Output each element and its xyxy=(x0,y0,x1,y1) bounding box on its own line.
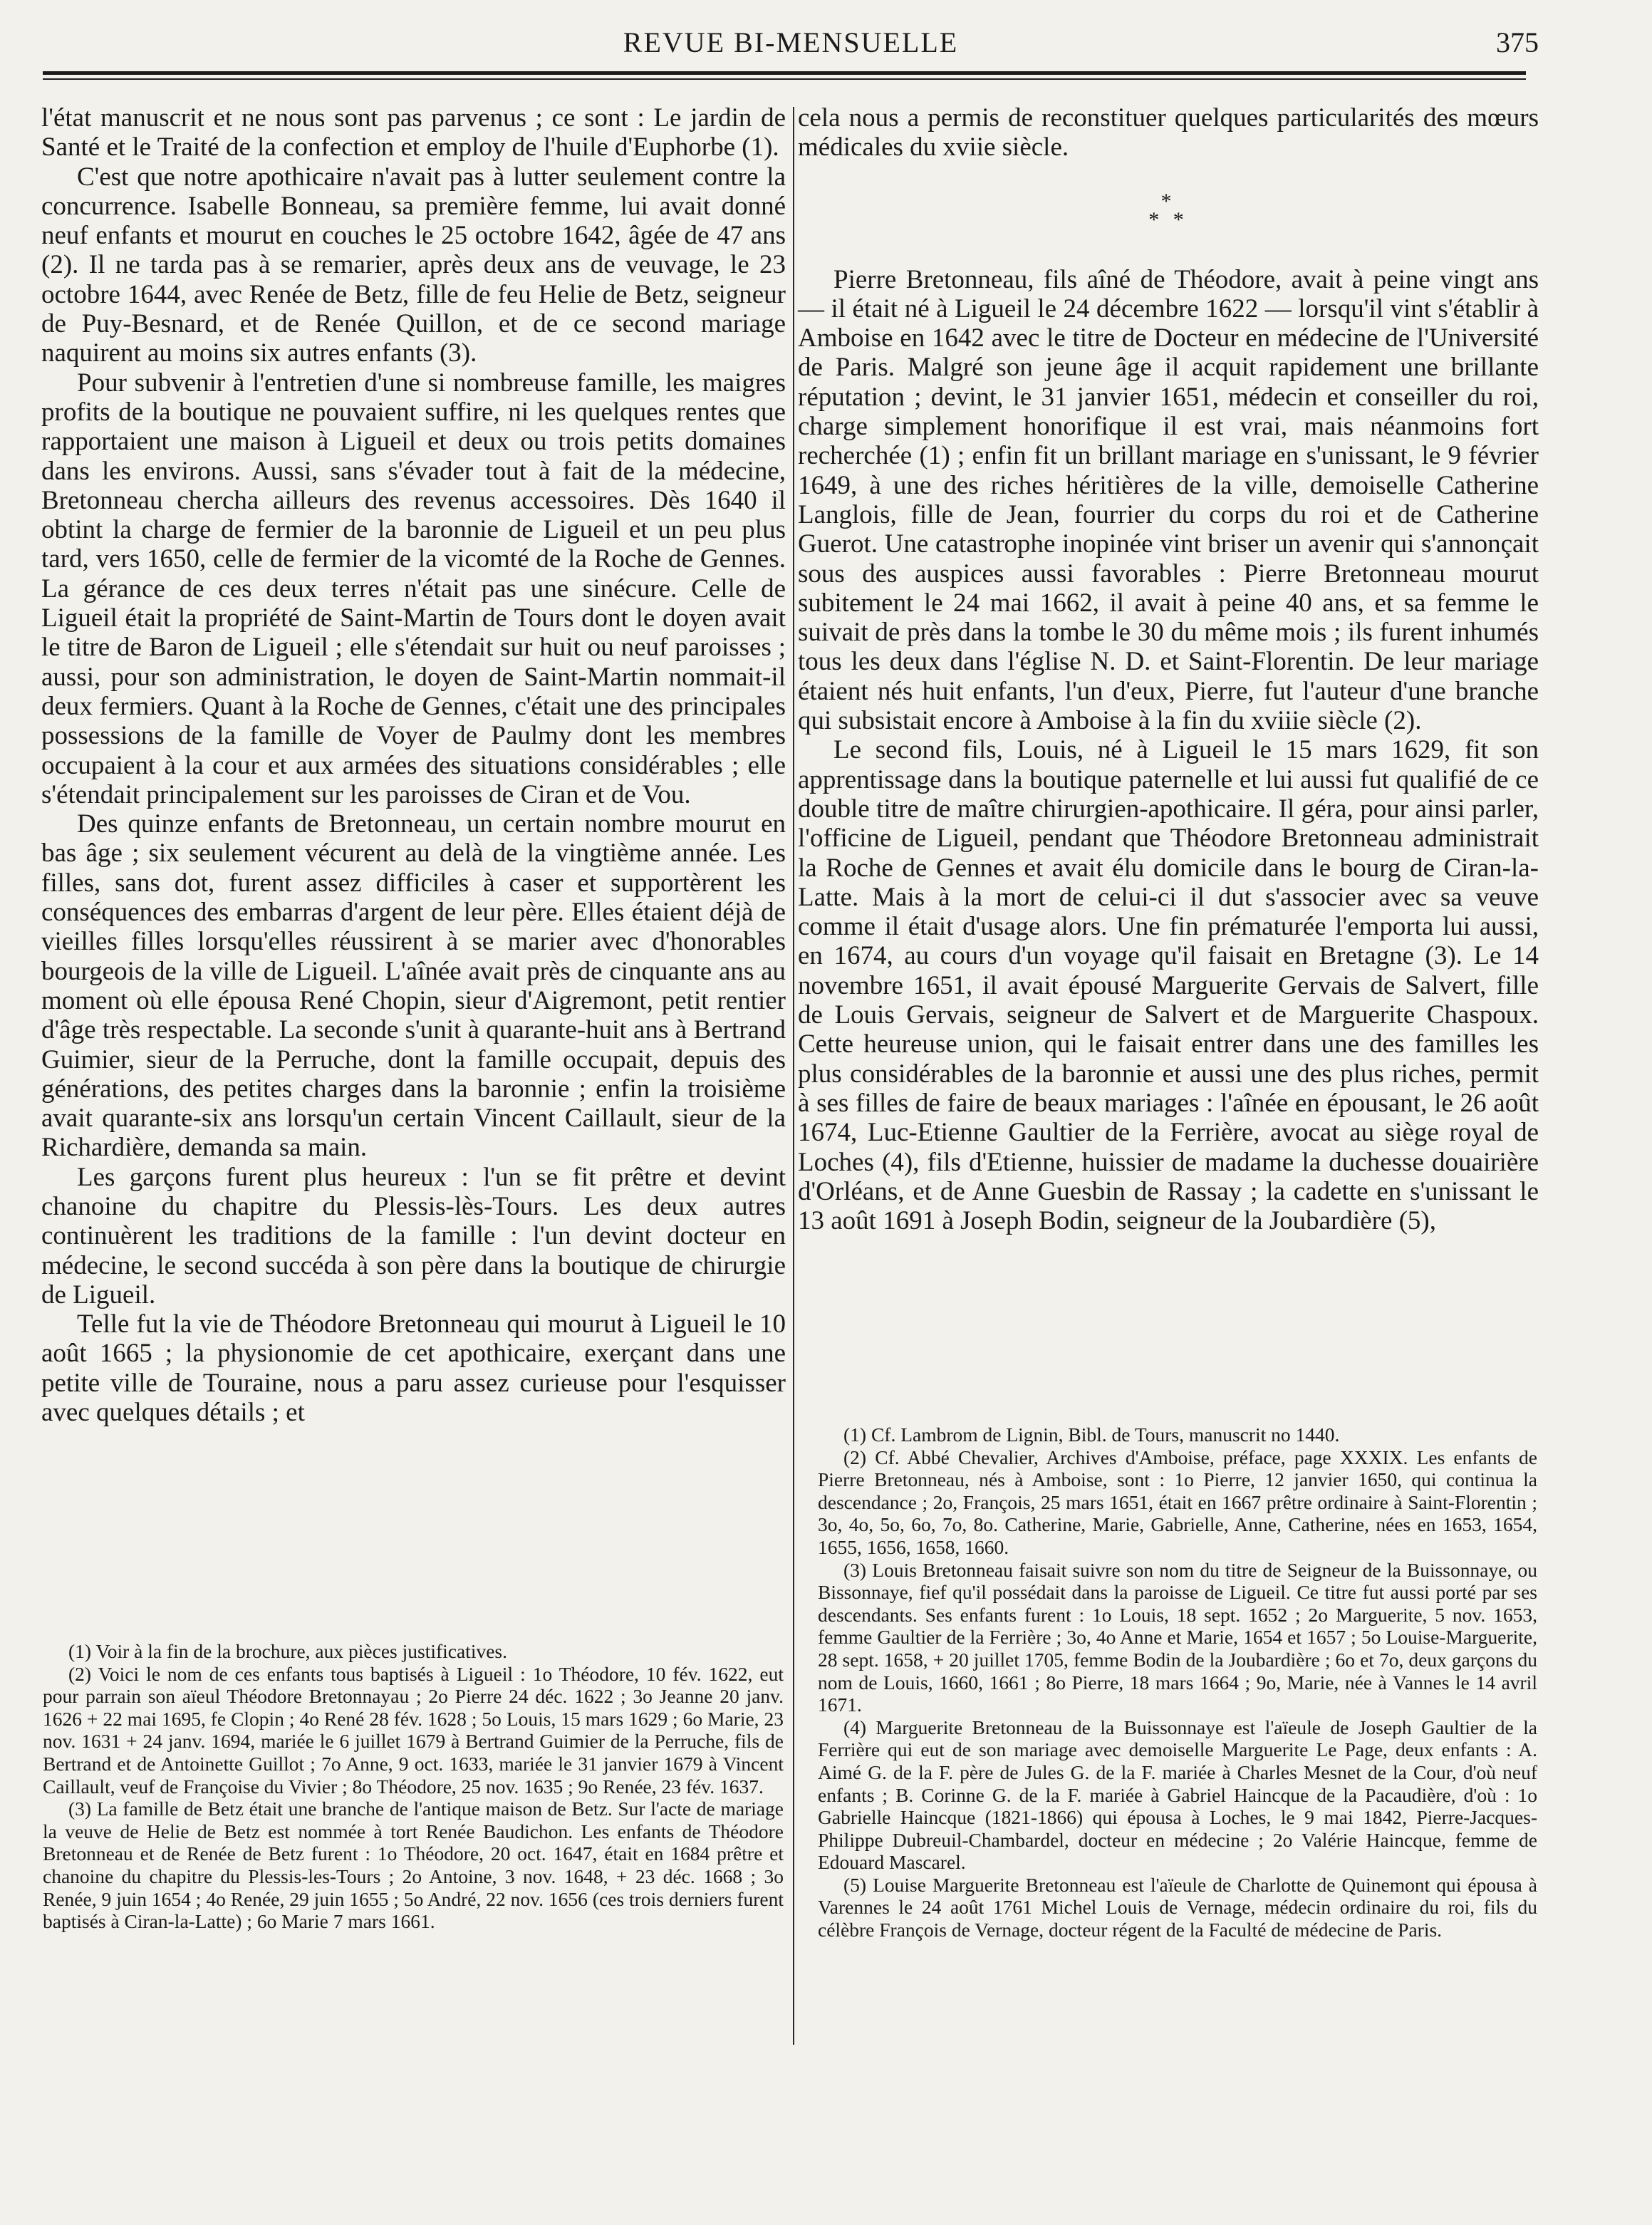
running-title: REVUE BI-MENSUELLE xyxy=(623,26,959,58)
footnote: (1) Voir à la fin de la brochure, aux pièces justificatives. xyxy=(68,1640,507,1662)
paragraph: Le second fils, Louis, né à Ligueil le 15 mars 1629, fit son apprentissage dans la boutique paternelle et lui aussi fut qualifié de ce double titre de maître chirurgien-apothicaire. Il géra, pour ainsi parler, l'officine de Ligueil, pendant que Théodore Bretonneau administrait la Roche de Gennes et avait élu domicile dans le bourg de Ciran-la-Latte. Mais à la mort de celui-ci il dut s'associer avec sa veuve comme il était d'usage alors. Une fin prématurée l'emporta lui aussi, en 1674, au cours d'un voyage qu'il faisait en Bretagne (3). Le 14 novembre 1651, il avait épousé Marguerite Gervais de Salvert, fille de Louis Gervais, seigneur de Salvert et de Marguerite Chaspoux. Cette heureuse union, qui le faisait entrer dans une des familles les plus considérables de la baronnie et aussi une des plus riches, permit à ses filles de faire de beaux mariages : l'aînée en épousant, le 26 août 1674, Luc-Etienne Gaultier de la Ferrière, avocat au siège royal de Loches (4), fils d'Etienne, huissier de madame la duchesse douairière d'Orléans, et de Anne Guesbin de Rassay ; la cadette en s'unissant le 13 août 1691 à Joseph Bodin, seigneur de la Joubardière (5), xyxy=(798,735,1539,1236)
section-asterism: * * * xyxy=(1148,189,1188,232)
running-header xyxy=(43,24,1539,67)
footnote: (2) Voici le nom de ces enfants tous baptisés à Ligueil : 1o Théodore, 10 fév. 1622, eut pour parrain son aïeul Théodore Bretonnayau ; 2o Pierre 24 déc. 1622 ; 3o Jeanne 20 janv. 1626 + 22 mai 1695, fe Clopin ; 4o René 28 fév. 1628 ; 5o Louis, 15 mars 1629 ; 6o Marie, 23 nov. 1631 + 24 janv. 1694, mariée le 6 juillet 1679 à Bertrand Guimier de la Perruche, fils de Bertrand et de Antoinette Guillot ; 7o Anne, 9 oct. 1633, mariée le 31 janvier 1679 à Vincent Caillault, veuf de Françoise du Vivier ; 8o Théodore, 25 nov. 1635 ; 9o Renée, 23 fév. 1637. xyxy=(43,1662,784,1798)
footnote: (1) Cf. Lambrom de Lignin, Bibl. de Tours, manuscrit no 1440. xyxy=(843,1423,1340,1446)
paragraph: cela nous a permis de reconstituer quelques particularités des mœurs médicales du xviie siècle. xyxy=(798,103,1539,162)
footnotes-right xyxy=(818,1423,1537,1941)
column-divider xyxy=(793,107,794,2045)
footnote: (3) Louis Bretonneau faisait suivre son nom du titre de Seigneur de la Buissonnaye, ou Bissonnaye, fief qu'il possédait dans la paroisse de Ligueil. Ce titre fut aussi porté par ses descendants. Ses enfants furent : 1o Louis, 18 sept. 1652 ; 2o Marguerite, 5 nov. 1653, femme Gaultier de la Ferrière ; 3o, 4o Anne et Marie, 1654 et 1657 ; 5o Louise-Marguerite, 28 sept. 1658, + 20 juillet 1705, femme Bodin de la Joubardière ; 6o et 7o, deux garçons du nom de Louis, 1660, 1661 ; 8o Pierre, 18 mars 1664 ; 9o, Marie, née à Vannes le 14 avril 1671. xyxy=(818,1558,1537,1716)
footnote: (4) Marguerite Bretonneau de la Buissonnaye est l'aïeule de Joseph Gaultier de la Ferrière qui eut de son mariage avec demoiselle Marguerite Le Page, deux enfants : A. Aimé G. de la F. père de Jules G. de la F. mariée à Charles Mesnet de la Cour, d'où neuf enfants ; B. Corinne G. de la F. mariée à Gabriel Haincque de la Pacaudière, d'où : 1o Gabrielle Haincque (1821-1866) qui épousa à Loches, le 9 mai 1842, Pierre-Jacques-Philippe Dubreuil-Chambardel, docteur en médecine ; 2o Valérie Haincque, femme de Edouard Mascarel. xyxy=(818,1716,1537,1874)
paragraph: Les garçons furent plus heureux : l'un se fit prêtre et devint chanoine du chapitre du Plessis-lès-Tours. Les deux autres continuèrent les traditions de la famille : l'un devint docteur en médecine, le second succéda à son père dans la boutique de chirurgie de Ligueil. xyxy=(41,1162,786,1309)
footnotes-left xyxy=(43,1640,784,1933)
paragraph: C'est que notre apothicaire n'avait pas à lutter seulement contre la concurrence. Isabelle Bonneau, sa première femme, lui avait donné neuf enfants et mourut en couches le 25 octobre 1642, âgée de 47 ans (2). Il ne tarda pas à se remarier, après deux ans de veuvage, le 23 octobre 1644, avec Renée de Betz, fille de feu Helie de Betz, seigneur de Puy-Besnard, et de Renée Quillon, et de ce second mariage naquirent au moins six autres enfants (3). xyxy=(41,162,786,368)
page-number: 375 xyxy=(1496,26,1539,58)
header-rule xyxy=(43,71,1526,75)
paragraph: l'état manuscrit et ne nous sont pas parvenus ; ce sont : Le jardin de Santé et le Traité de la confection et employ de l'huile d'Euphorbe (1). xyxy=(41,103,786,162)
right-column xyxy=(798,103,1539,1235)
left-column xyxy=(41,103,786,1427)
paragraph: Pierre Bretonneau, fils aîné de Théodore, avait à peine vingt ans — il était né à Ligueil le 24 décembre 1622 — lorsqu'il vint s'établir à Amboise en 1642 avec le titre de Docteur en médecine de l'Université de Paris. Malgré son jeune âge il acquit rapidement une brillante réputation ; devint, le 31 janvier 1651, médecin et conseiller du roi, charge simplement honorifique il est vrai, mais néanmoins fort recherchée (1) ; enfin fit un brillant mariage en s'unissant, le 9 février 1649, à une des riches héritières de la ville, demoiselle Catherine Langlois, fille de Jean, fourrier du corps du roi et de Catherine Guerot. Une catastrophe inopinée vint briser un avenir qui s'annonçait sous des auspices aussi favorables : Pierre Bretonneau mourut subitement le 24 mai 1662, il avait à peine 40 ans, et sa femme le suivait de près dans la tombe le 30 du même mois ; ils furent inhumés tous les deux dans l'église N. D. et Saint-Florentin. De leur mariage étaient nés huit enfants, l'un d'eux, Pierre, fut l'auteur d'une branche qui subsistait encore à Amboise à la fin du xviiie siècle (2). xyxy=(798,264,1539,736)
paragraph: Des quinze enfants de Bretonneau, un certain nombre mourut en bas âge ; six seulement vécurent au delà de la vingtième année. Les filles, sans dot, furent assez difficiles à caser et supportèrent les conséquences des embarras d'argent de leur père. Elles étaient déjà de vieilles filles lorsqu'elles réussirent à se marier avec d'honorables bourgeois de la ville de Ligueil. L'aînée avait près de cinquante ans au moment où elle épousa René Chopin, sieur d'Aigremont, petit rentier d'âge très respectable. La seconde s'unit à quarante-huit ans à Bertrand Guimier, sieur de la Perruche, dont la famille occupait, depuis des générations, des petites charges dans la baronnie ; enfin la troisième avait quarante-six ans lorsqu'un certain Vincent Caillault, sieur de la Richardière, demanda sa main. xyxy=(41,809,786,1163)
paragraph: Telle fut la vie de Théodore Bretonneau qui mourut à Ligueil le 10 août 1665 ; la physionomie de cet apothicaire, exerçant dans une petite ville de Touraine, nous a paru assez curieuse pour l'esquisser avec quelques détails ; et xyxy=(41,1309,786,1428)
footnote: (2) Cf. Abbé Chevalier, Archives d'Amboise, préface, page XXXIX. Les enfants de Pierre Bretonneau, nés à Amboise, sont : 1o Pierre, 12 janvier 1650, qui continua la descendance ; 2o, François, 25 mars 1651, était en 1667 prêtre ordinaire à Saint-Florentin ; 3o, 4o, 5o, 6o, 7o, 8o. Catherine, Marie, Gabrielle, Anne, Catherine, nées en 1653, 1654, 1655, 1656, 1658, 1660. xyxy=(818,1446,1537,1558)
footnote: (3) La famille de Betz était une branche de l'antique maison de Betz. Sur l'acte de mariage la veuve de Helie de Betz est nommée à tort Renée Baudichon. Les enfants de Théodore Bretonneau et de Renée de Betz furent : 1o Théodore, 20 oct. 1647, était en 1684 prêtre et chanoine du chapitre du Plessis-les-Tours ; 2o Antoine, 3 nov. 1648, + 23 déc. 1668 ; 3o Renée, 9 juin 1654 ; 4o Renée, 29 juin 1655 ; 5o André, 22 nov. 1656 (ces trois derniers furent baptisés à Ciran-la-Latte) ; 6o Marie 7 mars 1661. xyxy=(43,1798,784,1933)
header-rule-thin xyxy=(43,78,1526,80)
paragraph: Pour subvenir à l'entretien d'une si nombreuse famille, les maigres profits de la boutique ne pouvaient suffire, ni les quelques rentes que rapportaient une maison à Ligueil et deux ou trois petits domaines dans les environs. Aussi, sans s'évader tout à fait de la médecine, Bretonneau chercha ailleurs des revenus accessoires. Dès 1640 il obtint la charge de fermier de la baronnie de Ligueil et un peu plus tard, vers 1650, celle de fermier de la vicomté de la Roche de Gennes. La gérance de ces deux terres n'était pas une sinécure. Celle de Ligueil était la propriété de Saint-Martin de Tours dont le doyen avait le titre de Baron de Ligueil ; elle s'étendait sur huit ou neuf paroisses ; aussi, pour son administration, le doyen de Saint-Martin nommait-il deux fermiers. Quant à la Roche de Gennes, c'était une des principales possessions de la famille de Voyer de Paulmy dont les membres occupaient à la cour et aux armées des situations considérables ; elle s'étendait principalement sur les paroisses de Ciran et de Vou. xyxy=(41,368,786,809)
footnote: (5) Louise Marguerite Bretonneau est l'aïeule de Charlotte de Quinemont qui épousa à Varennes le 24 août 1761 Michel Louis de Vernage, médecin ordinaire du roi, fils du célèbre François de Vernage, docteur régent de la Faculté de médecine de Paris. xyxy=(818,1873,1537,1941)
